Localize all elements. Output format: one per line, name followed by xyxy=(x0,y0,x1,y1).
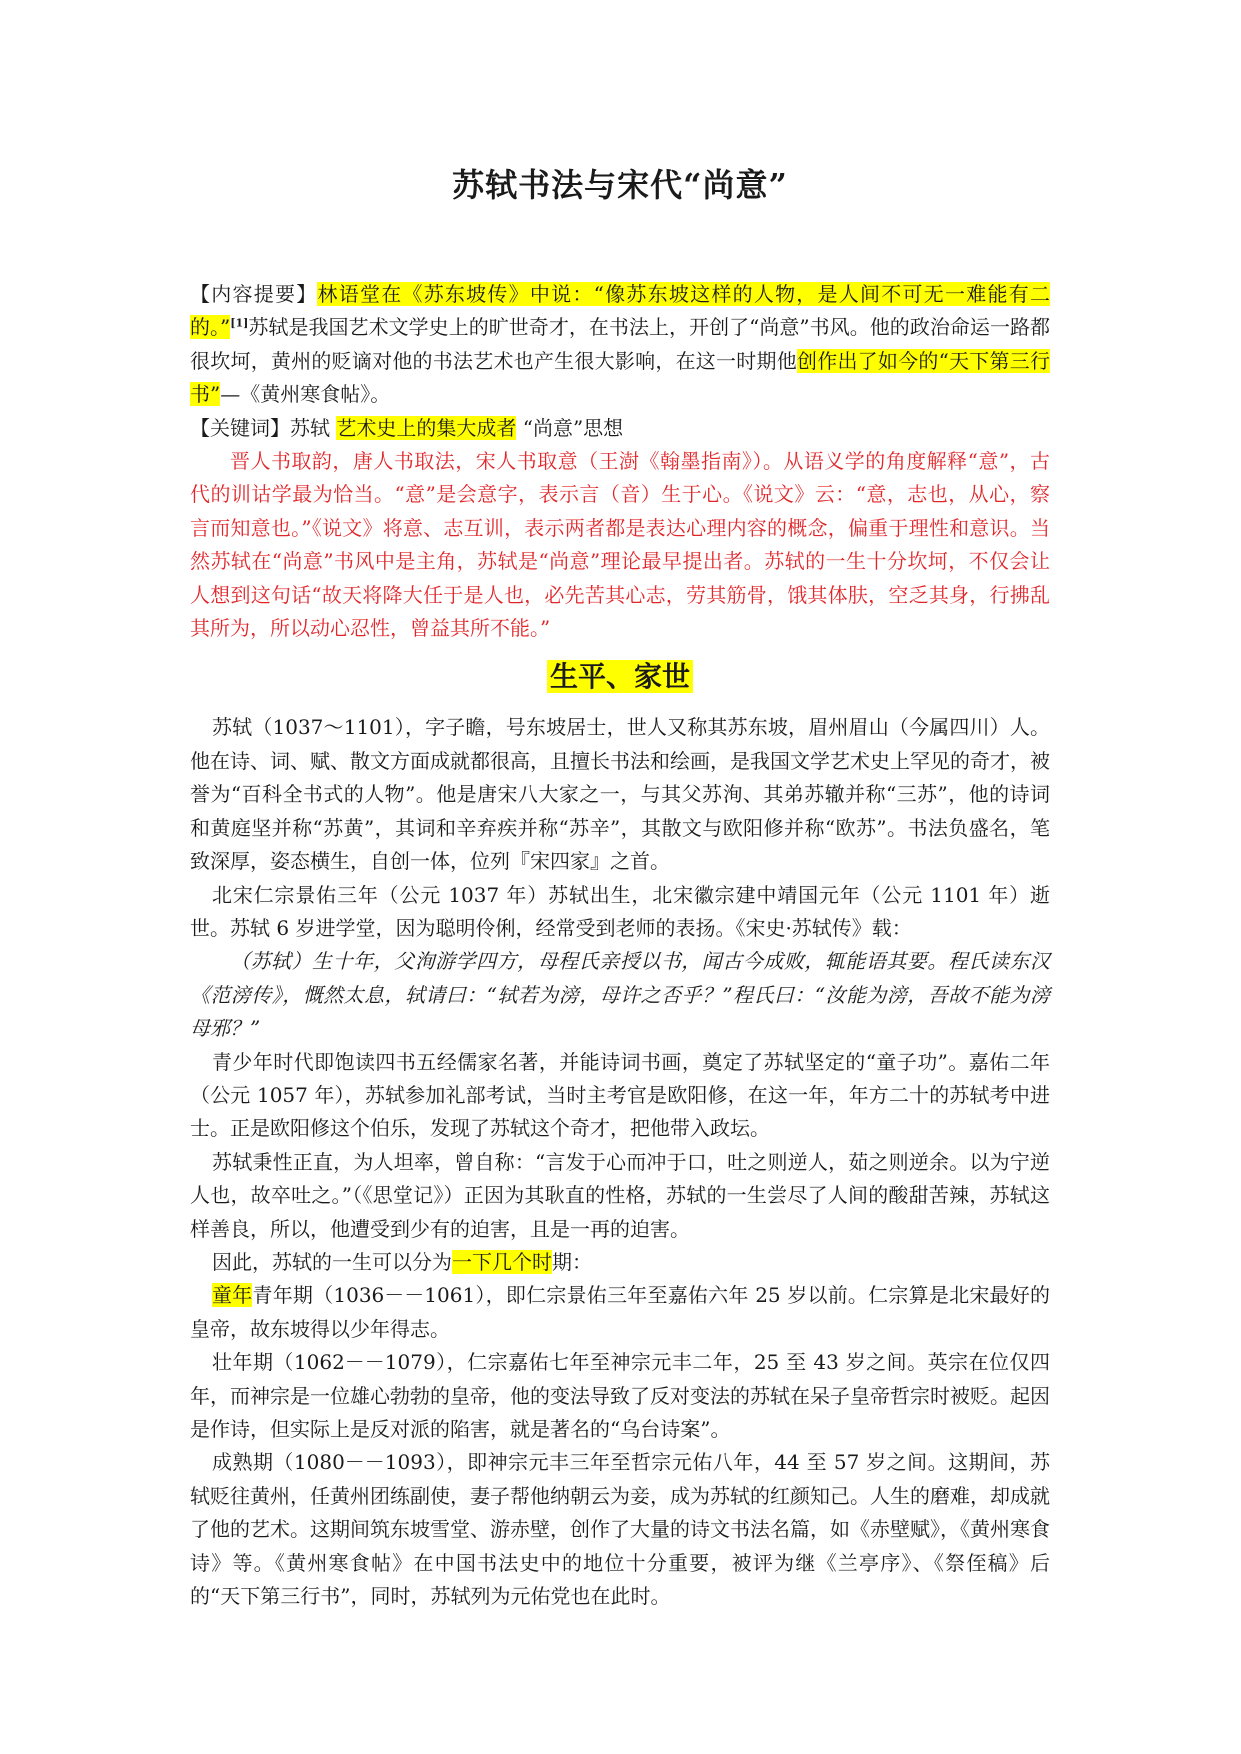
keyword-3: “尚意”思想 xyxy=(516,415,624,440)
paragraph-youth-period xyxy=(190,1279,1050,1346)
abstract-highlight-quote: 林语堂在《苏东坡传》中说：“像苏东坡这样的人物，是人间不可无一难能有二的。” xyxy=(190,282,1050,340)
section-heading-text: 生平、家世 xyxy=(547,660,693,693)
childhood-highlight: 童年 xyxy=(212,1283,253,1308)
abstract-text-end: —《黄州寒食帖》。 xyxy=(220,382,391,407)
paragraph-periods-intro xyxy=(190,1246,1050,1279)
footnote-marker: [1] xyxy=(230,316,249,330)
abstract-label: 【内容提要】 xyxy=(190,282,318,306)
section-heading xyxy=(190,657,1050,697)
youth-period-text: 青年期（1036－－1061），即仁宗景佑三年至嘉佑六年 25 岁以前。仁宗算是北宋最好的皇帝，故东坡得以少年得志。 xyxy=(190,1283,1051,1341)
keyword-2-highlight: 艺术史上的集大成者 xyxy=(336,415,517,440)
paragraph-prime-period: 壮年期（1062－－1079），仁宗嘉佑七年至神宗元丰二年，25 至 43 岁之间。英宗在位仅四年，而神宗是一位雄心勃勃的皇帝，他的变法导致了反对变法的苏轼在呆子皇帝哲宗时被贬。起因是作诗，但实际上是反对派的陷害，就是著名的“乌台诗案”。 xyxy=(190,1350,1050,1441)
paragraph-mature-period: 成熟期（1080－－1093），即神宗元丰三年至哲宗元佑八年，44 至 57 岁之间。这期间，苏轼贬往黄州，任黄州团练副使，妻子帮他纳朝云为妾，成为苏轼的红颜知己。人生的磨难，却成就了他的艺术。这期间筑东坡雪堂、游赤壁，创作了大量的诗文书法名篇，如《赤壁赋》，《黄州寒食诗》等。《黄州寒食帖》在中国书法史中的地位十分重要，被评为继《兰亭序》、《祭侄稿》后的“天下第三行书”，同时，苏轼列为元佑党也在此时。 xyxy=(190,1450,1050,1609)
paragraph-biography: 苏轼（1037～1101），字子瞻，号东坡居士，世人又称其苏东坡，眉州眉山（今属四川）人。他在诗、词、赋、散文方面成就都很高，且擅长书法和绘画，是我国文学艺术史上罕见的奇才，被誉为“百科全书式的人物”。他是唐宋八大家之一，与其父苏洵、其弟苏辙并称“三苏”，他的诗词和黄庭坚并称“苏黄”，其词和辛弃疾并称“苏辛”，其散文与欧阳修并称“欧苏”。书法负盛名，笔致深厚，姿态横生，自创一体，位列『宋四家』之首。 xyxy=(190,715,1050,874)
paragraph-character: 苏轼秉性正直，为人坦率，曾自称：“言发于心而冲于口，吐之则逆人，茹之则逆余。以为宁逆人也，故卒吐之。”（《思堂记》）正因为其耿直的性格，苏轼的一生尝尽了人间的酸甜苦辣，苏轼这样善良，所以，他遭受到少有的迫害，且是一再的迫害。 xyxy=(190,1149,1050,1241)
periods-intro-end: 期： xyxy=(552,1249,592,1274)
keywords-line xyxy=(190,412,1050,445)
paragraph-youth: 青少年时代即饱读四书五经儒家名著，并能诗词书画，奠定了苏轼坚定的“童子功”。嘉佑二年（公元 1057 年），苏轼参加礼部考试，当时主考官是欧阳修，在这一年，年方二十的苏轼考中进士。正是欧阳修这个伯乐，发现了苏轼这个奇才，把他带入政坛。 xyxy=(190,1049,1050,1141)
abstract-highlight-work: 创作出了如今的“天下第三行书” xyxy=(190,348,1050,407)
keyword-1: 苏轼 xyxy=(290,415,337,440)
abstract-text: 苏轼是我国艺术文学史上的旷世奇才，在书法上，开创了“尚意”书风。他的政治命运一路都很坎坷，黄州的贬谪对他的书法艺术也产生很大影响，在这一时期他 xyxy=(190,315,1051,373)
red-intro-paragraph: 晋人书取韵，唐人书取法，宋人书取意（王澍《翰墨指南》）。从语义学的角度解释“意”，古代的训诂学最为恰当。“意”是会意字，表示言（音）生于心。《说文》云：“意，志也，从心，察言而知意也。”《说文》将意、志互训，表示两者都是表达心理内容的概念，偏重于理性和意识。当然苏轼在“尚意”书风中是主角，苏轼是“尚意”理论最早提出者。苏轼的一生十分坎坷，不仅会让人想到这句话“故天将降大任于是人也，必先苦其心志，劳其筋骨，饿其体肤，空乏其身，行拂乱其所为，所以动心忍性，曾益其所不能。” xyxy=(190,449,1050,641)
abstract-paragraph xyxy=(190,278,1050,412)
document-body xyxy=(190,278,1050,1613)
document-title: 苏轼书法与宋代“尚意” xyxy=(452,166,788,204)
paragraph-birth: 北宋仁宗景佑三年（公元 1037 年）苏轼出生，北宋徽宗建中靖国元年（公元 1101 年）逝世。苏轼 6 岁进学堂，因为聪明伶俐，经常受到老师的表扬。《宋史·苏轼传》载： xyxy=(190,882,1050,940)
keywords-label: 【关键词】 xyxy=(190,415,290,440)
quote-song-history: （苏轼）生十年，父洵游学四方，母程氏亲授以书，闻古今成败，辄能语其要。程氏读东汉《范滂传》，慨然太息，轼请曰：“轼若为滂，母许之否乎？”程氏曰：“汝能为滂，吾故不能为滂母邪？” xyxy=(190,949,1050,1041)
periods-intro-text: 因此，苏轼的一生可以分为 xyxy=(212,1249,452,1274)
periods-intro-highlight: 一下几个时 xyxy=(452,1249,552,1274)
